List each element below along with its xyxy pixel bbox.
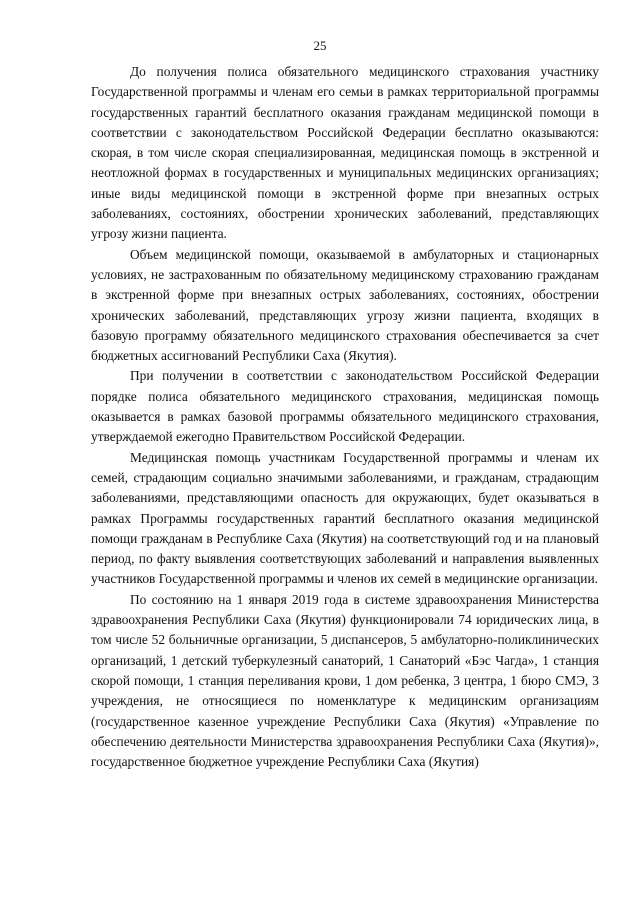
paragraph-after-policy: При получении в соответствии с законодательством Российской Федерации порядке полиса обязательного медицинского страхования, медицинская помощь оказывается в рамках базовой программы обязательного медицинского страхования, утверждаемой ежегодно Правительством Российской Федерации.: [91, 368, 599, 445]
document-body: [91, 62, 599, 772]
page-number: 25: [313, 38, 327, 53]
paragraph-healthcare-system-status: По состоянию на 1 января 2019 года в системе здравоохранения Министерства здравоохранения Республики Саха (Якутия) функционировали 74 юридических лица, в том числе 52 больничные организации, 5 диспансеров, 5 амбулаторно-поликлинических организаций, 1 детский туберкулезный санаторий, 1 Санаторий «Бэс Чагда», 1 станция скорой помощи, 1 станция переливания крови, 1 дом ребенка, 3 центра, 1 бюро СМЭ, 3 учреждения, не относящиеся по номенклатуре к медицинским организациям (государственное казенное учреждение Республики Саха (Якутия) «Управление по обеспечению деятельности Министерства здравоохранения Республики Саха (Якутия)», государственное бюджетное учреждение Республики Саха (Якутия): [91, 591, 599, 770]
paragraph-socially-significant-diseases: Медицинская помощь участникам Государственной программы и членам их семей, страдающим социально значимыми заболеваниями, и гражданам, страдающим заболеваниями, представляющими опасность для окружающих, будет оказываться в рамках Программы государственных гарантий бесплатного оказания медицинской помощи гражданам в Республике Саха (Якутия) на соответствующий год и на плановый период, по факту выявления соответствующих заболеваний и направления выявленных участников Государственной программы и членов их семей в медицинские организации.: [91, 449, 599, 587]
paragraph-care-volume: Объем медицинской помощи, оказываемой в амбулаторных и стационарных условиях, не застрахованным по обязательному медицинскому страхованию гражданам в экстренной форме при внезапных острых заболеваниях, состояниях, обострении хронических заболеваний, представляющих угрозу жизни пациента, входящих в базовую программу обязательного медицинского страхования обеспечивается за счет бюджетных ассигнований Республики Саха (Якутия).: [91, 246, 599, 364]
paragraph-pre-policy-care: До получения полиса обязательного медицинского страхования участнику Государственной программы и членам его семьи в рамках территориальной программы государственных гарантий бесплатного оказания гражданам медицинской помощи в соответствии с законодательством Российской Федерации бесплатно оказываются: скорая, в том числе скорая специализированная, медицинская помощь в экстренной и неотложной формах в государственных и муниципальных медицинских организациях; иные виды медицинской помощи в экстренной форме при внезапных острых заболеваниях, состояниях, обострении хронических заболеваний, представляющих угрозу жизни пациента.: [91, 64, 599, 242]
